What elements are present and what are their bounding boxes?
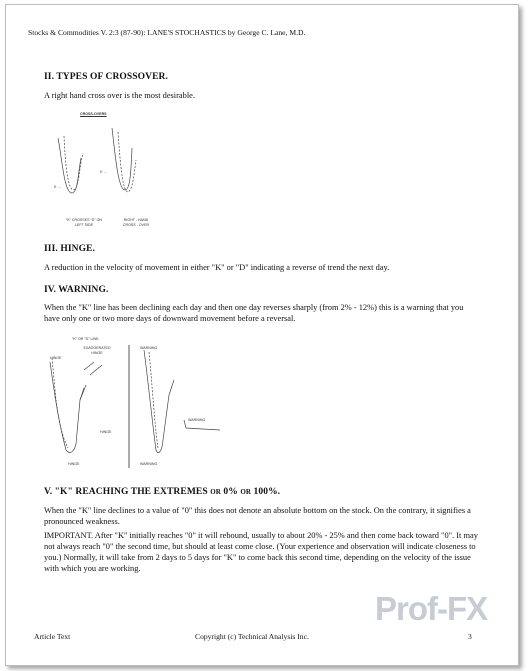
extremes-heading-main: V. "K" REACHING THE EXTREMES xyxy=(44,487,208,497)
crossovers-figure-title: CROSS-OVERS xyxy=(80,112,107,116)
hinge-text: A reduction in the velocity of movement in either "K" or "D" indicating a reverse of trend the next day. xyxy=(44,263,390,272)
warning-text: When the "K" line has been declining each day and then one day reverses sharply (from 2% - 12%) this is a warning that you have only one or two more days of downward movement before a reversal. xyxy=(44,303,464,323)
page-number: 3 xyxy=(468,632,472,641)
warning-label-bottom: WARNING xyxy=(140,462,158,466)
running-header: Stocks & Commodities V. 2:3 (87-90): LANE'S STOCHASTICS by George C. Lane, M.D. xyxy=(28,28,306,37)
extremes-heading-or-1: OR xyxy=(210,488,221,496)
warning-figure xyxy=(44,340,224,470)
crossovers-figure xyxy=(52,118,162,208)
extremes-text-1: When the "K" line declines to a value of "0" this does not denote an absolute bottom on the stock. On the contrary, it signifies a pronounced weakness. xyxy=(44,506,471,526)
section-heading-crossover: II. TYPES OF CROSSOVER. xyxy=(44,72,168,82)
section-heading-warning: IV. WARNING. xyxy=(44,285,109,295)
k-label-right: K → xyxy=(100,170,107,174)
section-heading-extremes xyxy=(44,487,280,497)
exaggerated-hinge-label: EXAGGERATED HINGE xyxy=(83,346,111,355)
extremes-heading-zero: 0% xyxy=(223,487,238,497)
warning-label-top: WARNING xyxy=(140,346,158,350)
extremes-heading-hundred: 100%. xyxy=(253,487,281,497)
hinge-label-bottom: HINGE xyxy=(68,462,80,466)
prof-fx-watermark-logo: Prof-FX xyxy=(375,590,488,627)
footer-left: Article Text xyxy=(34,632,71,641)
hinge-label-top: HINGE xyxy=(50,356,62,360)
crossover-text: A right hand cross over is the most desirable. xyxy=(44,91,195,100)
k-or-d-line-label: "K" OR "D" LINE xyxy=(72,337,99,341)
warning-label-mid: WARNING xyxy=(188,418,206,422)
right-crossover-caption: RIGHT - HAND CROSS - OVER xyxy=(122,218,150,227)
section-heading-hinge: III. HINGE. xyxy=(44,244,95,254)
k-label-left: K → xyxy=(54,185,61,189)
extremes-text-important: IMPORTANT. After "K" initially reaches "0" it will rebound, usually to about 20% - 25% and then come back toward "0". It may not always reach "0" the second time, but should at least come close. (Your experience and observation will indicate closeness to you.) Normally, it will take from 2 days to 5 days for "K" to come back this second time, depending on the velocity of the issue with which you are working. xyxy=(44,531,478,573)
footer-copyright: Copyright (c) Technical Analysis Inc. xyxy=(195,632,309,641)
hinge-label-mid: HINGE xyxy=(100,430,112,434)
extremes-heading-or-2: OR xyxy=(240,488,252,496)
left-crossover-caption: "K" CROSSES "D" ON LEFT SIDE xyxy=(65,218,103,227)
